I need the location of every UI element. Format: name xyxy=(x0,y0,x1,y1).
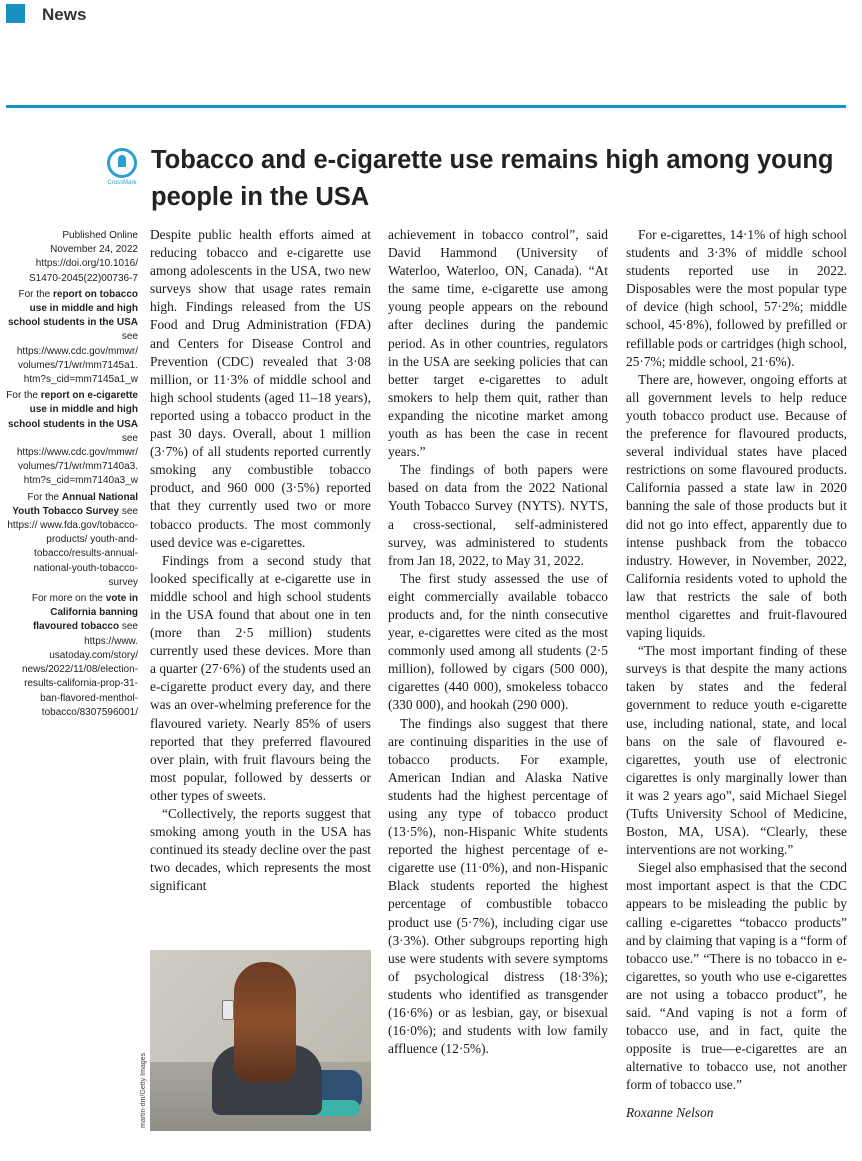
body-column-2 xyxy=(388,226,608,1058)
sidebar-note[interactable]: For the report on e-cigarette use in middle and high school students in the USA see https://www.cdc.gov/mmwr/ volumes/71/wr/mm7140a3. htm?s_cid=mm7140a3_w xyxy=(6,390,138,487)
phone-icon xyxy=(222,1000,234,1020)
body-paragraph: Despite public health efforts aimed at reducing tobacco and e-cigarette use among adolescents in the USA, two new surveys show that usage rates remain high. Findings released from the US Food and Drug Administration (FDA) and Centers for Disease Control and Prevention (CDC) revealed that 3·08 million, or 11·3% of middle school and high school students (aged 11–18 years), reported using a tobacco product in the past 30 days. Overall, about 1 million (3·7%) of all students reported currently smoking any combustible tobacco product, and 960 000 (3·5%) reported that they currently used two or more tobacco products. The most commonly used device was e-cigarettes. xyxy=(150,227,371,550)
body-column-3 xyxy=(626,226,847,1122)
body-paragraph: Siegel also emphasised that the second most important aspect is that the CDC appears to be misleading the public by calling e-cigarettes “tobacco products” and by claiming that vaping is a “form of tobacco use.” “There is no tobacco in e-cigarettes, so youth who use e-cigarettes are not using a tobacco product”, he said. “And vaping is not a form of tobacco use, and in fact, quite the opposite is true—e-cigarettes are an alternative to tobacco use, not another form of tobacco use.” xyxy=(626,860,847,1093)
sidebar-note[interactable]: For the Annual National Youth Tobacco Survey see https:// www.fda.gov/tobacco-products/ youth-and-tobacco/results-annual-national-youth-tobacco-survey xyxy=(7,491,138,588)
sidebar-note[interactable]: For the report on tobacco use in middle and high school students in the USA see https://www.cdc.gov/mmwr/ volumes/71/wr/mm7145a1. htm?s_cid=mm7145a1_w xyxy=(7,288,138,386)
publication-info xyxy=(6,229,138,286)
body-paragraph: “Collectively, the reports suggest that smoking among youth in the USA has continued its steady decline over the past two decades, which represents the most significant xyxy=(150,806,371,894)
published-date: November 24, 2022 xyxy=(50,244,138,256)
body-column-1 xyxy=(150,226,371,895)
body-paragraph: The findings also suggest that there are continuing disparities in the use of tobacco products. For example, American Indian and Alaska Native students had the highest percentage of using any type of tobacco product (13·5%), non-Hispanic White students reported the highest percentage of e-cigarette use (11·0%), and non-Hispanic Black students reported the highest percentage of combustible tobacco product use (5·7%), including cigar use (3·3%). Other subgroups reporting high use were students with severe symptoms of psychological distress (18·3%); students who identified as transgender (16·6%) or as lesbian, gay, or bisexual (16·0%); and students with low family affluence (12·5%). xyxy=(388,715,608,1057)
crossmark-badge[interactable] xyxy=(102,148,142,186)
body-paragraph: Findings from a second study that looked specifically at e-cigarette use in middle school and high school students in the USA found that about one in ten (more than 2·5 million) students currently used these devices. More than a quarter (27·6%) of the students used an e-cigarette product every day, and there was an over-whelming preference for the flavoured variety. Nearly 85% of users reported that they preferred flavoured over plain, with fruit flavours being the most popular, followed by desserts or other types of sweets. xyxy=(150,552,371,803)
crossmark-label: CrossMark xyxy=(107,180,137,186)
section-marker xyxy=(6,4,25,23)
header-rule xyxy=(6,105,846,108)
sidebar-note[interactable]: For more on the vote in California banning flavoured tobacco see https://www. usatoday.com/story/ news/2022/11/08/election-results-california-prop-31-ban-flavored-menthol-tobacco/8307596001/ xyxy=(21,593,138,718)
body-paragraph: For e-cigarettes, 14·1% of high school students and 3·3% of middle school students reported use in 2022. Disposables were the most popular type of device (high school, 57·2%; middle school, 45·8%), followed by prefilled or refillable pods or cartridges (high school, 25·7%; middle school, 21·6%). xyxy=(626,227,847,369)
sidebar-notes xyxy=(6,229,138,722)
body-paragraph: The findings of both papers were based on data from the 2022 National Youth Tobacco Survey (NYTS). NYTS, a cross-sectional, self-administered survey, was administered to students from Jan 18, 2022, to May 31, 2022. xyxy=(388,462,608,568)
doi-link[interactable]: https://doi.org/10.1016/ S1470-2045(22)00736-7 xyxy=(29,258,138,284)
section-label: News xyxy=(42,5,87,24)
crossmark-icon xyxy=(107,148,137,178)
photo-credit: martin-dm/Getty Images xyxy=(140,1052,147,1128)
body-paragraph: “The most important finding of these surveys is that despite the many actions taken by states and the federal government to reduce youth e-cigarette use, including national, state, and local bans on the sale of flavoured e-cigarettes, youth use of electronic cigarettes is only marginally lower than it was 2 years ago”, said Michael Siegel (Tufts University School of Medicine, Boston, MA, USA). “Clearly, these interventions are not working.” xyxy=(626,643,847,858)
article-photo xyxy=(150,950,371,1131)
body-paragraph: The first study assessed the use of eight commercially available tobacco products and, for the ninth consecutive year, e-cigarettes were cited as the most commonly used among all students (2·5 million), followed by cigars (500 000), cigarettes (440 000), smokeless tobacco (330 000), and hookah (290 000). xyxy=(388,570,608,713)
body-paragraph: achievement in tobacco control”, said David Hammond (University of Waterloo, Waterloo, ON, Canada). “At the same time, e-cigarette use among young people appears on the rebound after declines during the pandemic period. As in other countries, regulators in the USA are seeking policies that can better target e-cigarettes to adult smokers to help them quit, rather than expanding the nicotine market among youth as has been the case in recent years.” xyxy=(388,227,608,460)
article-title: Tobacco and e-cigarette use remains high among young people in the USA xyxy=(151,146,834,211)
body-paragraph: There are, however, ongoing efforts at all government levels to help reduce youth tobacco product use. Because of the preference for flavoured products, several individual states have placed restrictions on some flavoured products. California passed a state law in 2020 banning the sale of those products but it did not go into effect, apparently due to intense pushback from the tobacco industry. However, in November, 2022, California residents voted to uphold the law that restricts the sale of both menthol cigarettes and fruit-flavoured vaping liquids. xyxy=(626,371,847,641)
published-label: Published Online xyxy=(62,230,138,241)
author-name: Roxanne Nelson xyxy=(626,1104,714,1120)
